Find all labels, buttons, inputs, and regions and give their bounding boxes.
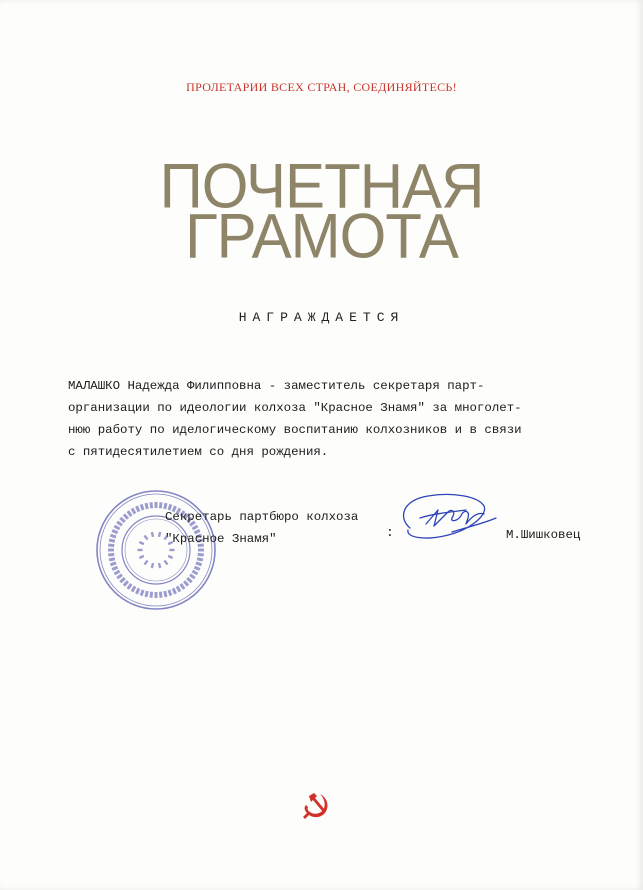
motto-text: ПРОЛЕТАРИИ ВСЕХ СТРАН, СОЕДИНЯЙТЕСЬ! [186, 80, 457, 94]
title-line-1: ПОЧЕТНАЯ [159, 151, 484, 222]
title-line-2: ГРАМОТА [185, 201, 458, 272]
handwritten-signature [392, 488, 502, 550]
award-text [68, 375, 608, 463]
award-text-line: с пятидесятилетием со дня рождения. [68, 445, 329, 459]
award-text-line: нюю работу по иделогическому воспитанию колхозников и в связи [68, 423, 522, 437]
signatory-role [165, 506, 358, 550]
signatory-name: М.Шишковец [506, 528, 581, 542]
award-text-line: организации по идеологии колхоза "Красное Знамя" за многолет- [68, 401, 522, 415]
hammer-and-sickle-icon [300, 790, 332, 822]
signature-colon: : [386, 525, 394, 540]
signatory-role-line: Секретарь партбюро колхоза [165, 510, 359, 524]
signatory-role-line: "Красное Знамя" [165, 532, 277, 546]
award-text-line: МАЛАШКО Надежда Филипповна - заместитель секретаря парт- [68, 379, 485, 393]
awarded-label: НАГРАЖДАЕТСЯ [238, 310, 405, 325]
